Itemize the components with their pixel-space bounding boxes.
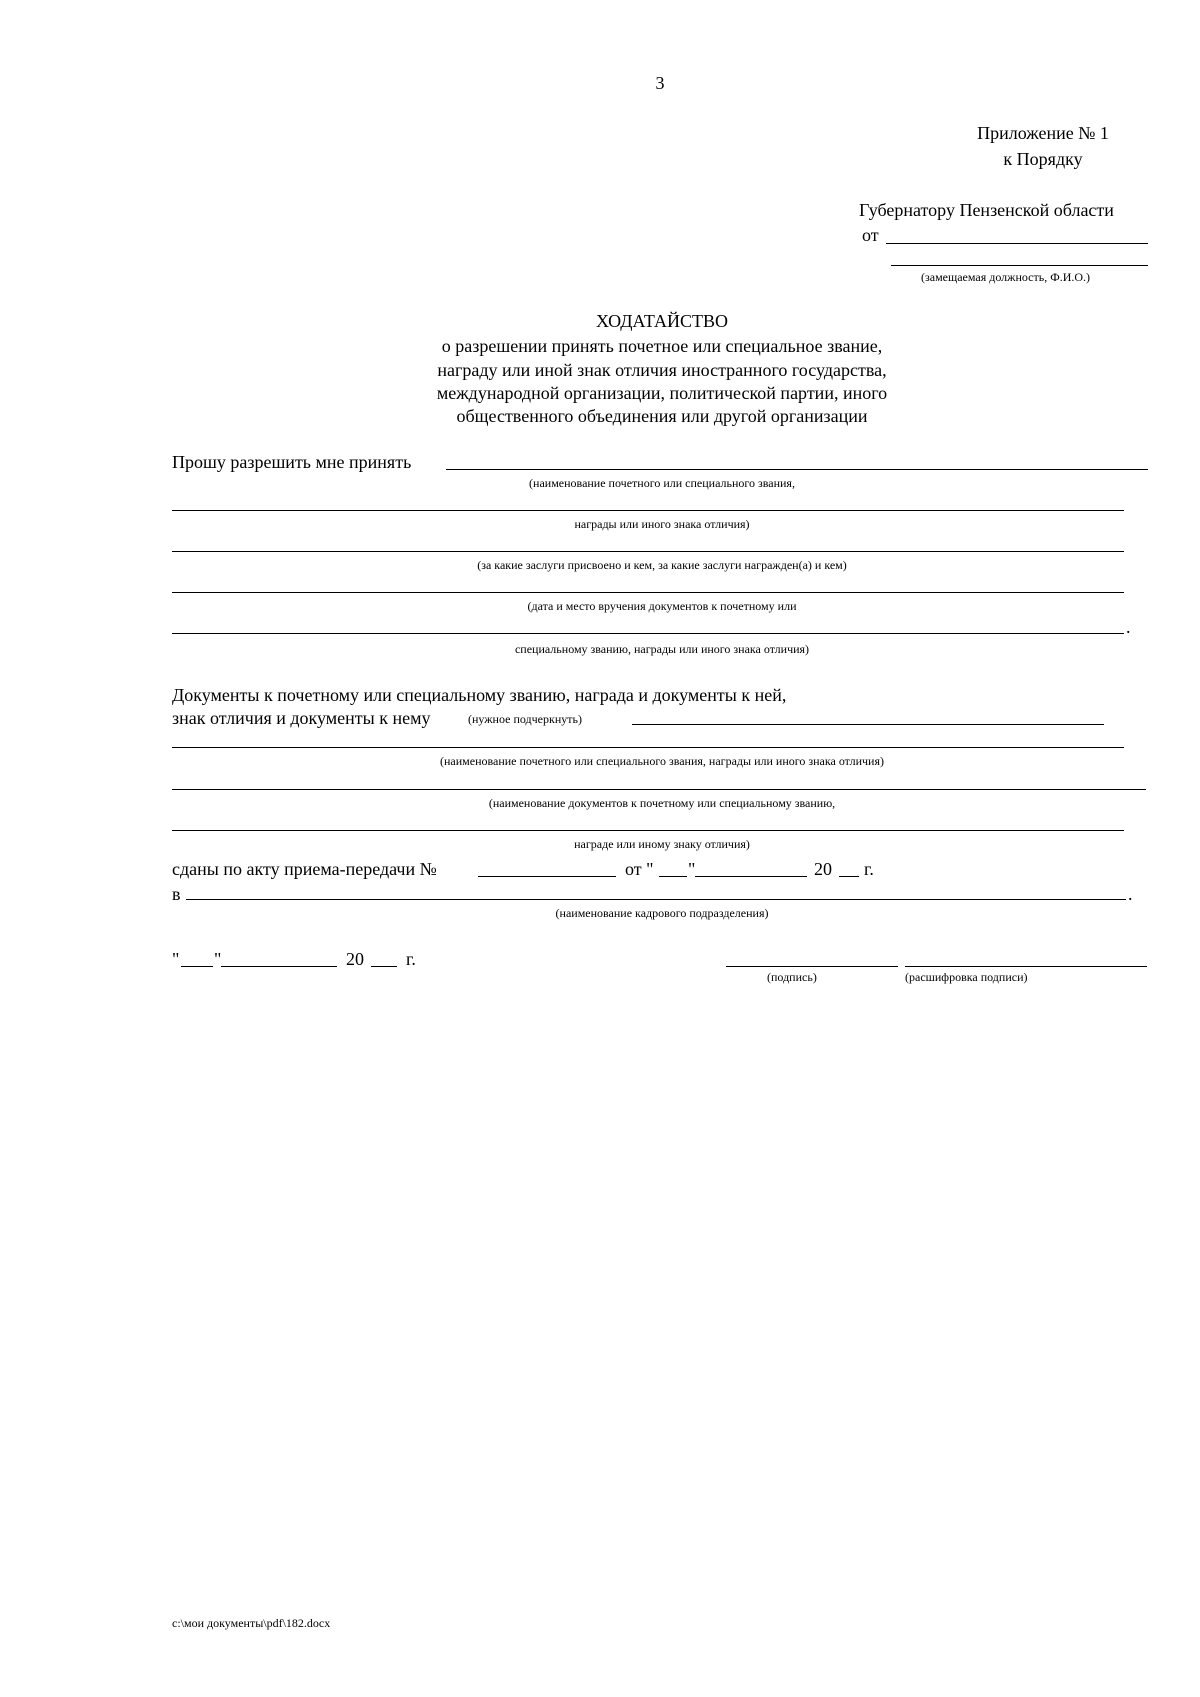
act-in-label: в: [172, 884, 181, 904]
request-line-4: [172, 592, 1124, 593]
documents-line-blank-1: [632, 724, 1104, 725]
request-line-1: [446, 469, 1148, 470]
act-month-line: [695, 876, 807, 877]
signature-line: [726, 966, 898, 967]
signature-decode-caption: (расшифровка подписи): [905, 970, 1028, 984]
documents-line-blank-2: [172, 747, 1124, 748]
date-quote-open: ": [172, 949, 180, 969]
appendix-number: Приложение № 1: [977, 123, 1109, 143]
act-from-label: от ": [625, 859, 654, 879]
title-subline-3: международной организации, политической партии, иного: [436, 383, 888, 403]
addressee-governor: Губернатору Пензенской области: [859, 200, 1114, 220]
documents-caption-3: награде или иному знаку отличия): [574, 837, 750, 851]
title-subline-1: о разрешении принять почетное или специальное звание,: [441, 336, 883, 356]
signature-caption: (подпись): [767, 970, 817, 984]
signature-decode-line: [905, 966, 1147, 967]
addressee-line-1: [886, 243, 1148, 244]
request-line-5: [172, 633, 1124, 634]
date-quote-close: ": [214, 949, 222, 969]
request-period: .: [1126, 617, 1131, 637]
documents-line-1: Документы к почетному или специальному званию, награда и документы к ней,: [172, 685, 787, 705]
document-title: ХОДАТАЙСТВО: [596, 311, 728, 331]
request-caption-2: награды или иного знака отличия): [574, 517, 750, 531]
date-year-prefix: 20: [346, 949, 364, 969]
title-subline-4: общественного объединения или другой организации: [456, 406, 868, 426]
request-lead: Прошу разрешить мне принять: [172, 452, 412, 472]
documents-line-blank-3: [172, 789, 1146, 790]
addressee-line-2: [891, 265, 1148, 266]
request-line-3: [172, 551, 1124, 552]
act-department-line: [186, 899, 1126, 900]
date-day-line: [181, 966, 213, 967]
documents-line-blank-4: [172, 830, 1124, 831]
act-year-prefix: 20: [814, 859, 832, 879]
request-line-2: [172, 510, 1124, 511]
act-caption: (наименование кадрового подразделения): [555, 906, 769, 920]
act-quote: ": [688, 859, 696, 879]
documents-line-2: знак отличия и документы к нему: [172, 708, 431, 728]
date-month-line: [221, 966, 337, 967]
addressee-from-label: от: [862, 225, 879, 245]
title-subline-2: награду или иной знак отличия иностранного государства,: [437, 360, 887, 380]
date-year-suffix: г.: [406, 949, 416, 969]
date-year-line: [371, 966, 397, 967]
page-number: 3: [655, 73, 665, 93]
request-caption-5: специальному званию, награды или иного знака отличия): [514, 642, 810, 656]
act-number-line: [478, 876, 616, 877]
documents-caption-2: (наименование документов к почетному или специальному званию,: [488, 796, 836, 810]
act-year-line: [839, 876, 859, 877]
act-text: сданы по акту приема-передачи №: [172, 859, 437, 879]
act-period: .: [1128, 884, 1133, 904]
request-caption-3: (за какие заслуги присвоено и кем, за какие заслуги награжден(а) и кем): [477, 558, 847, 572]
appendix-to-order: к Порядку: [1003, 149, 1083, 169]
act-year-suffix: г.: [864, 859, 874, 879]
documents-caption-1: (наименование почетного или специального звания, награды или иного знака отличия): [440, 754, 884, 768]
documents-hint: (нужное подчеркнуть): [468, 712, 582, 726]
footer-file-path: c:\мои документы\pdf\182.docx: [172, 1616, 331, 1630]
act-day-line: [659, 876, 687, 877]
request-caption-4: (дата и место вручения документов к почетному или: [527, 599, 797, 613]
request-caption-1: (наименование почетного или специального звания,: [529, 476, 795, 490]
addressee-caption: (замещаемая должность, Ф.И.О.): [921, 270, 1091, 284]
